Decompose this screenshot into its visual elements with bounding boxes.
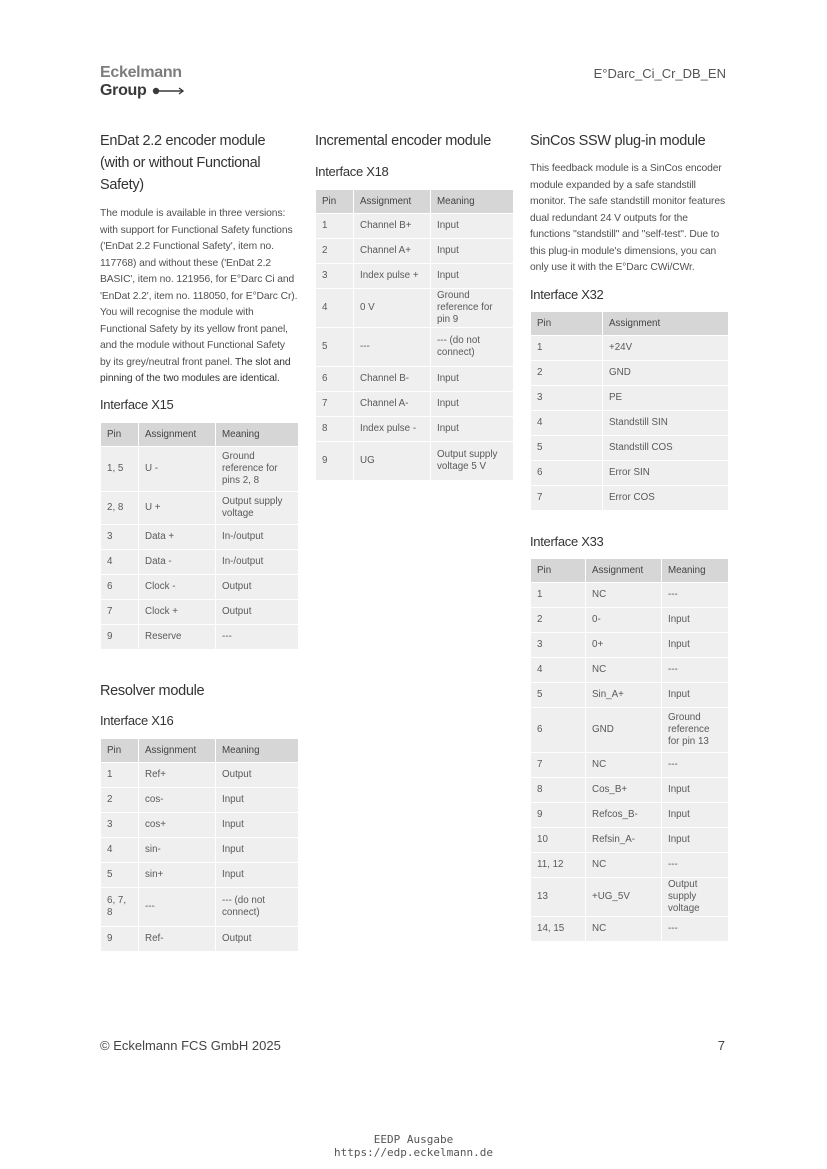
- table-header: Meaning: [216, 738, 299, 762]
- table-row: 7 Error COS: [531, 485, 729, 510]
- endat-description: The module is available in three versions: with support for Functional Safety functions ('EnDat 2.2 Functional Safety', item no. 117768) and without these ('EnDat 2.2 BASIC', item no. 121956, for E°Darc Ci and 'EnDat 2.2', item no. 118050, for E°Darc Cr). You will recognise the module with Functional Safety by its yellow front panel, and the module without Functional Safety by its grey/neutral front panel. The slot and pinning of the two modules are identical.: [100, 208, 298, 384]
- table-row: 4 Standstill SIN: [531, 410, 729, 435]
- table-row: 9 Reserve ---: [101, 624, 299, 649]
- table-header: Meaning: [216, 422, 299, 446]
- sincos-section-title: SinCos SSW plug-in module: [530, 133, 706, 149]
- table-header: Pin: [101, 422, 139, 446]
- table-row: 9 Refcos_B- Input: [531, 802, 729, 827]
- interface-x15-table: [100, 422, 299, 650]
- table-row: 7 NC ---: [531, 752, 729, 777]
- table-row: 6 Error SIN: [531, 460, 729, 485]
- table-header: Assignment: [354, 190, 431, 214]
- x33-title: Interface X33: [530, 533, 604, 549]
- table-header: Pin: [531, 558, 586, 582]
- table-header: Assignment: [586, 558, 662, 582]
- table-header: Pin: [316, 190, 354, 214]
- table-row: 1, 5 U - Ground reference for pins 2, 8: [101, 446, 299, 491]
- resolver-section-title: Resolver module: [100, 682, 205, 699]
- table-header: Assignment: [139, 422, 216, 446]
- document-id: E°Darc_Ci_Cr_DB_EN: [593, 66, 726, 81]
- table-header: Assignment: [603, 311, 729, 335]
- table-row: 7 Clock + Output: [101, 599, 299, 624]
- table-row: 10 Refsin_A- Input: [531, 827, 729, 852]
- table-row: 1 Channel B+ Input: [316, 214, 514, 239]
- table-row: 5 Standstill COS: [531, 435, 729, 460]
- table-row: 6 GND Ground reference for pin 13: [531, 707, 729, 752]
- table-row: 4 0 V Ground reference for pin 9: [316, 289, 514, 328]
- table-row: 1 NC ---: [531, 582, 729, 607]
- table-row: 5 --- --- (do not connect): [316, 328, 514, 367]
- table-row: 1 Ref+ Output: [101, 762, 299, 787]
- logo-line2: Group: [100, 82, 147, 99]
- table-row: 14, 15 NC ---: [531, 916, 729, 941]
- table-row: 2 Channel A+ Input: [316, 239, 514, 264]
- table-row: 9 UG Output supply voltage 5 V: [316, 442, 514, 481]
- x32-title: Interface X32: [530, 286, 604, 302]
- x15-title: Interface X15: [100, 396, 174, 412]
- logo-arrow-icon: [152, 87, 186, 95]
- table-header: Meaning: [431, 190, 514, 214]
- table-row: 4 sin- Input: [101, 837, 299, 862]
- sincos-description: This feedback module is a SinCos encoder module expanded by a safe standstill monitor. The safe standstill monitor features dual redundant 24 V outputs for the functions "standstill" and "self-test". Due to this plug-in module's dimensions, you can only use it with the E°Darc CWi/CWr.: [530, 163, 726, 273]
- table-header: Meaning: [662, 558, 729, 582]
- table-row: 8 Index pulse - Input: [316, 417, 514, 442]
- interface-x33-table: [530, 558, 729, 942]
- table-header: Pin: [531, 311, 603, 335]
- table-row: 6, 7, 8 --- --- (do not connect): [101, 887, 299, 926]
- table-header: Pin: [101, 738, 139, 762]
- table-row: 1 +24V: [531, 335, 729, 360]
- table-row: 7 Channel A- Input: [316, 392, 514, 417]
- x18-title: Interface X18: [315, 164, 389, 179]
- interface-x32-table: [530, 311, 729, 511]
- endat-emphasis: The slot and pinning of the two modules are identical.: [100, 356, 291, 384]
- x16-title: Interface X16: [100, 712, 174, 728]
- logo-line1: Eckelmann: [100, 64, 182, 81]
- interface-x18-table: [315, 189, 514, 481]
- table-row: 3 Data + In-/output: [101, 524, 299, 549]
- stamp-line1: EEDP Ausgabe: [373, 1133, 454, 1146]
- stamp-url[interactable]: https://edp.eckelmann.de: [334, 1146, 493, 1159]
- table-row: 8 Cos_B+ Input: [531, 777, 729, 802]
- column-incremental: [315, 130, 513, 481]
- table-row: 4 Data - In-/output: [101, 549, 299, 574]
- publication-stamp: [0, 1133, 827, 1159]
- table-row: 5 sin+ Input: [101, 862, 299, 887]
- table-row: 3 PE: [531, 385, 729, 410]
- table-row: 5 Sin_A+ Input: [531, 682, 729, 707]
- column-endat-resolver: [100, 130, 298, 952]
- endat-section-title: EnDat 2.2 encoder module (with or without Functional Safety): [100, 133, 266, 193]
- page-number: 7: [717, 1038, 725, 1053]
- table-row: 3 0+ Input: [531, 632, 729, 657]
- table-row: 6 Clock - Output: [101, 574, 299, 599]
- table-row: 6 Channel B- Input: [316, 367, 514, 392]
- table-row: 2, 8 U + Output supply voltage: [101, 491, 299, 524]
- table-row: 3 cos+ Input: [101, 812, 299, 837]
- column-sincos: [530, 130, 728, 942]
- table-row: 9 Ref- Output: [101, 926, 299, 951]
- table-row: 11, 12 NC ---: [531, 852, 729, 877]
- table-row: 2 GND: [531, 360, 729, 385]
- table-row: 13 +UG_5V Output supply voltage: [531, 877, 729, 916]
- table-row: 2 0- Input: [531, 607, 729, 632]
- table-header: Assignment: [139, 738, 216, 762]
- incremental-section-title: Incremental encoder module: [315, 133, 491, 149]
- copyright: © Eckelmann FCS GmbH 2025: [100, 1038, 281, 1053]
- interface-x16-table: [100, 738, 299, 952]
- table-row: 3 Index pulse + Input: [316, 264, 514, 289]
- company-logo: [100, 64, 210, 100]
- table-row: 4 NC ---: [531, 657, 729, 682]
- table-row: 2 cos- Input: [101, 787, 299, 812]
